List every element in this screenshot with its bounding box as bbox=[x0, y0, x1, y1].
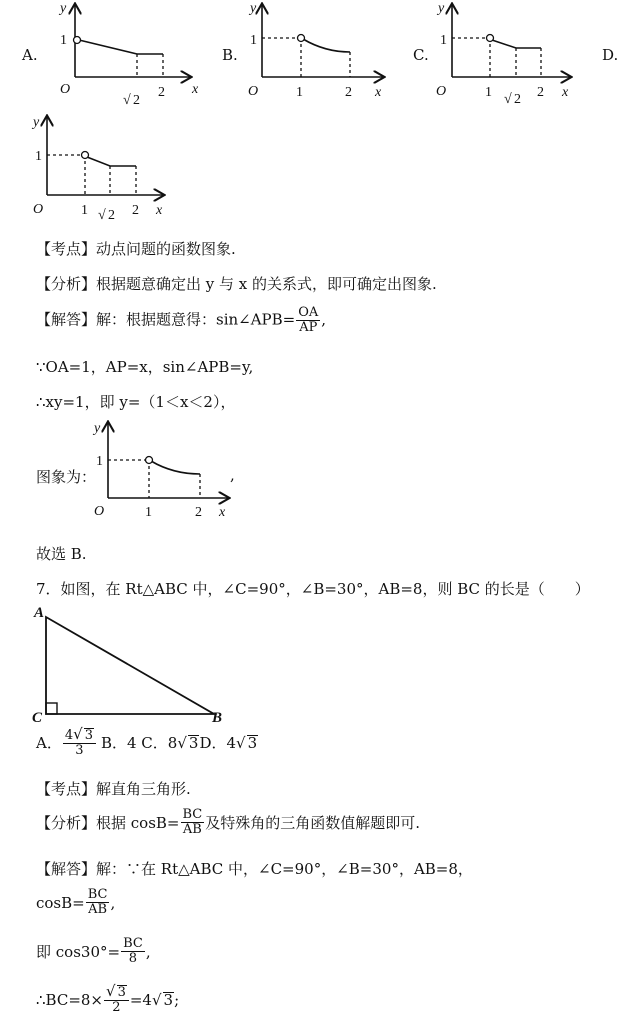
svg-text:2: 2 bbox=[537, 85, 544, 100]
fraction-oa-ap: $\frac{OA}{AP}$ bbox=[298, 305, 319, 335]
svg-text:x: x bbox=[562, 85, 569, 100]
svg-text:y: y bbox=[33, 115, 40, 130]
svg-text:2: 2 bbox=[195, 505, 202, 520]
graph-option-b bbox=[240, 0, 400, 110]
q6-line2: ∵OA=1，AP=x，sin∠APB=y, bbox=[36, 358, 254, 376]
x-axis-label: x bbox=[192, 82, 199, 97]
svg-text:√: √ bbox=[98, 208, 106, 223]
option-c-label: C. bbox=[413, 46, 429, 64]
svg-text:y: y bbox=[250, 1, 257, 16]
svg-text:2: 2 bbox=[132, 203, 139, 218]
option-a-fraction: $\frac{4√ 3}{3}$ bbox=[63, 727, 96, 758]
option-b-label: B. bbox=[222, 46, 238, 64]
svg-text:1: 1 bbox=[145, 505, 152, 520]
svg-text:1: 1 bbox=[81, 203, 88, 218]
svg-text:2: 2 bbox=[108, 208, 115, 223]
q7-fenxi: 【分析】根据 cosB= $\frac{BC}{AB}$ 及特殊角的三角函数值解题即可. bbox=[36, 807, 421, 837]
svg-text:2: 2 bbox=[514, 92, 521, 107]
svg-text:x: x bbox=[156, 203, 163, 218]
svg-text:y: y bbox=[438, 1, 445, 16]
svg-text:√: √ bbox=[123, 93, 131, 108]
q7-question: 7．如图，在 Rt△ABC 中，∠C=90°，∠B=30°，AB=8，则 BC 的长是（ ） bbox=[36, 580, 590, 598]
q6-graph-comma: , bbox=[230, 466, 235, 484]
q7-kaodian: 【考点】解直角三角形. bbox=[36, 780, 191, 798]
origin-label: O bbox=[60, 82, 71, 97]
tick-1-y: 1 bbox=[60, 33, 67, 48]
svg-text:1: 1 bbox=[485, 85, 492, 100]
graph-option-d bbox=[30, 112, 180, 222]
q6-answer: 故选 B. bbox=[36, 545, 87, 563]
q6-fenxi: 【分析】根据题意确定出 y 与 x 的关系式，即可确定出图象. bbox=[36, 275, 437, 293]
option-a-label: A. bbox=[22, 46, 38, 64]
svg-text:√: √ bbox=[504, 92, 512, 107]
svg-text:1: 1 bbox=[440, 33, 447, 48]
q6-graph-label: 图象为： bbox=[36, 468, 97, 486]
graph-option-a bbox=[30, 0, 210, 110]
option-d-label: D. bbox=[602, 46, 619, 64]
tick-2: 2 bbox=[158, 85, 165, 100]
svg-text:1: 1 bbox=[250, 33, 257, 48]
svg-text:O: O bbox=[33, 202, 44, 217]
svg-text:2: 2 bbox=[345, 85, 352, 100]
vertex-a-label: A bbox=[34, 605, 45, 621]
q7-cosb: cosB= $\frac{BC}{AB}$ , bbox=[36, 887, 116, 917]
triangle-figure bbox=[30, 604, 240, 724]
graph-option-c bbox=[428, 0, 588, 110]
q6-kaodian: 【考点】动点问题的函数图象. bbox=[36, 240, 236, 258]
svg-text:y: y bbox=[94, 421, 101, 436]
vertex-c-label: C bbox=[32, 710, 43, 726]
q7-jieda: 【解答】解：∵在 Rt△ABC 中，∠C=90°，∠B=30°，AB=8， bbox=[36, 860, 473, 878]
q6-line3: ∴xy=1，即 y=（1＜x＜2）， bbox=[36, 393, 236, 411]
svg-text:1: 1 bbox=[96, 454, 103, 469]
q7-cos30: 即 cos30°= $\frac{BC}{8}$ , bbox=[36, 936, 151, 966]
svg-text:1: 1 bbox=[35, 149, 42, 164]
svg-text:1: 1 bbox=[296, 85, 303, 100]
graph-answer bbox=[88, 418, 238, 526]
q7-options: A． $\frac{4√ 3}{3}$ B．4 C．8 √ 3 D．4 √ 3 bbox=[36, 725, 258, 758]
q7-bc: ∴BC=8× $\frac{√ 3}{2}$ =4 √ 3 ; bbox=[36, 982, 180, 1015]
vertex-b-label: B bbox=[212, 710, 223, 726]
svg-text:O: O bbox=[94, 504, 105, 519]
y-axis-label: y bbox=[60, 1, 67, 16]
tick-sqrt2: 2 bbox=[133, 93, 140, 108]
svg-text:x: x bbox=[375, 85, 382, 100]
svg-text:x: x bbox=[219, 505, 226, 520]
q6-jieda: 【解答】解：根据题意得：sin∠APB= $\frac{OA}{AP}$ , bbox=[36, 305, 327, 335]
svg-text:O: O bbox=[436, 84, 447, 99]
svg-text:O: O bbox=[248, 84, 259, 99]
